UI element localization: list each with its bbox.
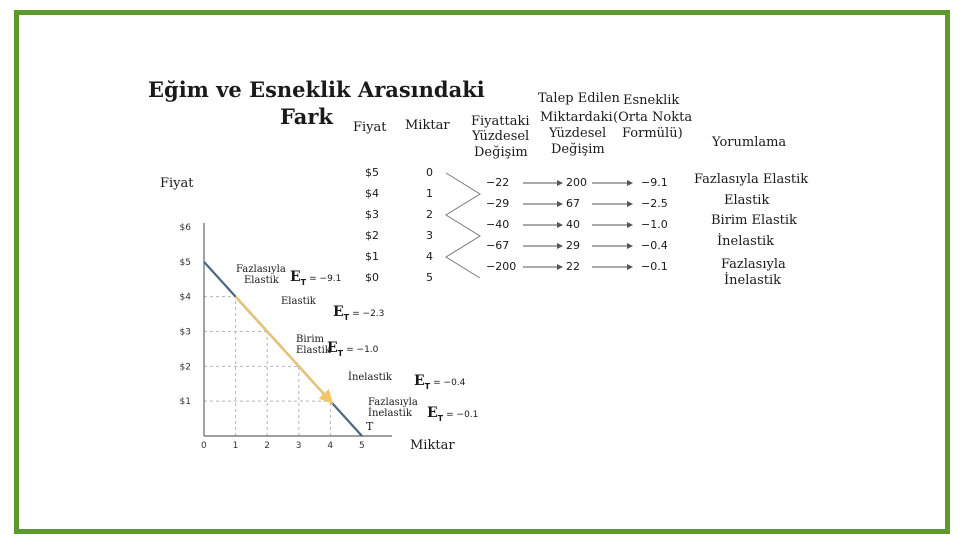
price-cell: $4 [365,187,379,200]
annotation-region-label: Fazlasıyla [236,264,286,275]
header-elast-2: (Orta Nokta [613,110,693,125]
x-tick-label: 3 [295,441,302,451]
elasticity-symbol: E [333,304,344,320]
header-quantity: Miktar [405,118,450,133]
annotation-region-label: İnelastik [348,372,392,383]
slide-title-line1: Eğim ve Esneklik Arasındaki [148,77,485,102]
header-price: Fiyat [353,120,387,135]
price-cell: $2 [365,229,379,242]
header-pct-price-2: Yüzdesel [472,129,530,144]
pct-qty-cell: 67 [566,197,580,210]
elasticity-value: = −9.1 [309,274,342,284]
elasticity-symbol: E [290,269,301,285]
elasticity-value: = −0.1 [446,410,479,420]
quantity-cell: 3 [426,229,433,242]
quantity-cell: 0 [426,166,433,179]
y-tick-label: $1 [179,397,191,408]
header-pct-price-1: Fiyattaki [471,114,530,129]
x-tick-label: 1 [232,441,239,451]
interpretation-label: Birim Elastik [711,213,797,228]
y-tick-label: $4 [179,292,191,303]
quantity-cell: 5 [426,271,433,284]
annotation-elasticity-value [327,337,378,358]
annotation-region-label: Elastik [296,345,331,356]
x-tick-label: 2 [264,441,270,451]
interpretation-label: İnelastik [724,273,782,288]
elasticity-cell: −2.5 [641,197,668,210]
elasticity-subscript: T [424,382,431,392]
annotation-elasticity-value [414,370,465,391]
price-cell: $3 [365,208,379,221]
annotation-region-label: Elastik [244,275,279,286]
elasticity-cell: −0.1 [641,260,668,273]
pct-price-cell: −22 [486,176,510,189]
elasticity-cell: −1.0 [641,218,668,231]
annotation-elasticity-value [427,402,478,423]
interpretation-label: Elastik [724,193,770,208]
interpretation-label: Fazlasıyla [721,257,786,272]
elasticity-value: = −1.0 [346,345,379,355]
slide-title-line2: Fark [280,104,333,129]
pct-qty-cell: 40 [566,218,580,231]
quantity-cell: 2 [426,208,433,221]
y-tick-label: $3 [179,327,191,338]
curve-label: T [366,420,374,433]
elasticity-cell: −9.1 [641,176,668,189]
pct-qty-cell: 29 [566,239,580,252]
price-cell: $1 [365,250,379,263]
header-pct-price-3: Değişim [474,145,528,160]
chart-ylabel: Fiyat [160,176,194,191]
pct-qty-cell: 22 [566,260,580,273]
elasticity-symbol: E [327,340,338,356]
quantity-cell: 4 [426,250,433,263]
pct-price-cell: −40 [486,218,510,231]
elasticity-value: = −2.3 [352,309,385,319]
price-cell: $5 [365,166,379,179]
elasticity-symbol: E [427,405,438,421]
elasticity-subscript: T [343,313,350,323]
x-tick-label: 5 [359,441,365,451]
x-tick-label: 0 [201,441,207,451]
header-elast-3: Formülü) [622,126,683,141]
interpretation-label: Fazlasıyla Elastik [694,172,809,187]
quantity-cell: 1 [426,187,433,200]
header-pct-qty-2: Miktardaki [540,110,613,125]
annotation-elasticity-value [290,266,341,287]
interpretation-label: İnelastik [717,234,775,249]
elasticity-symbol: E [414,373,425,389]
x-tick-label: 4 [327,441,334,451]
annotation-region-label: Elastik [281,296,316,307]
header-pct-qty-4: Değişim [551,142,605,157]
header-pct-qty-1: Talep Edilen [538,91,620,106]
elasticity-subscript: T [437,414,444,424]
pct-price-cell: −200 [486,260,517,273]
y-tick-label: $5 [179,257,191,268]
pct-qty-cell: 200 [566,176,587,189]
chart-xlabel: Miktar [410,438,455,453]
pct-price-cell: −67 [486,239,510,252]
annotation-region-label: İnelastik [368,408,412,419]
price-cell: $0 [365,271,379,284]
elasticity-value: = −0.4 [433,378,466,388]
y-tick-label: $2 [179,362,191,373]
header-pct-qty-3: Yüzdesel [549,126,607,141]
elasticity-subscript: T [337,349,344,359]
y-tick-label: $6 [179,223,191,233]
annotation-region-label: Birim [296,334,325,345]
elasticity-subscript: T [300,278,307,288]
header-elast-1: Esneklik [623,93,680,108]
elasticity-cell: −0.4 [641,239,668,252]
header-interpretation: Yorumlama [712,135,787,150]
annotation-region-label: Fazlasıyla [368,397,418,408]
annotation-elasticity-value [333,301,384,322]
pct-price-cell: −29 [486,197,510,210]
